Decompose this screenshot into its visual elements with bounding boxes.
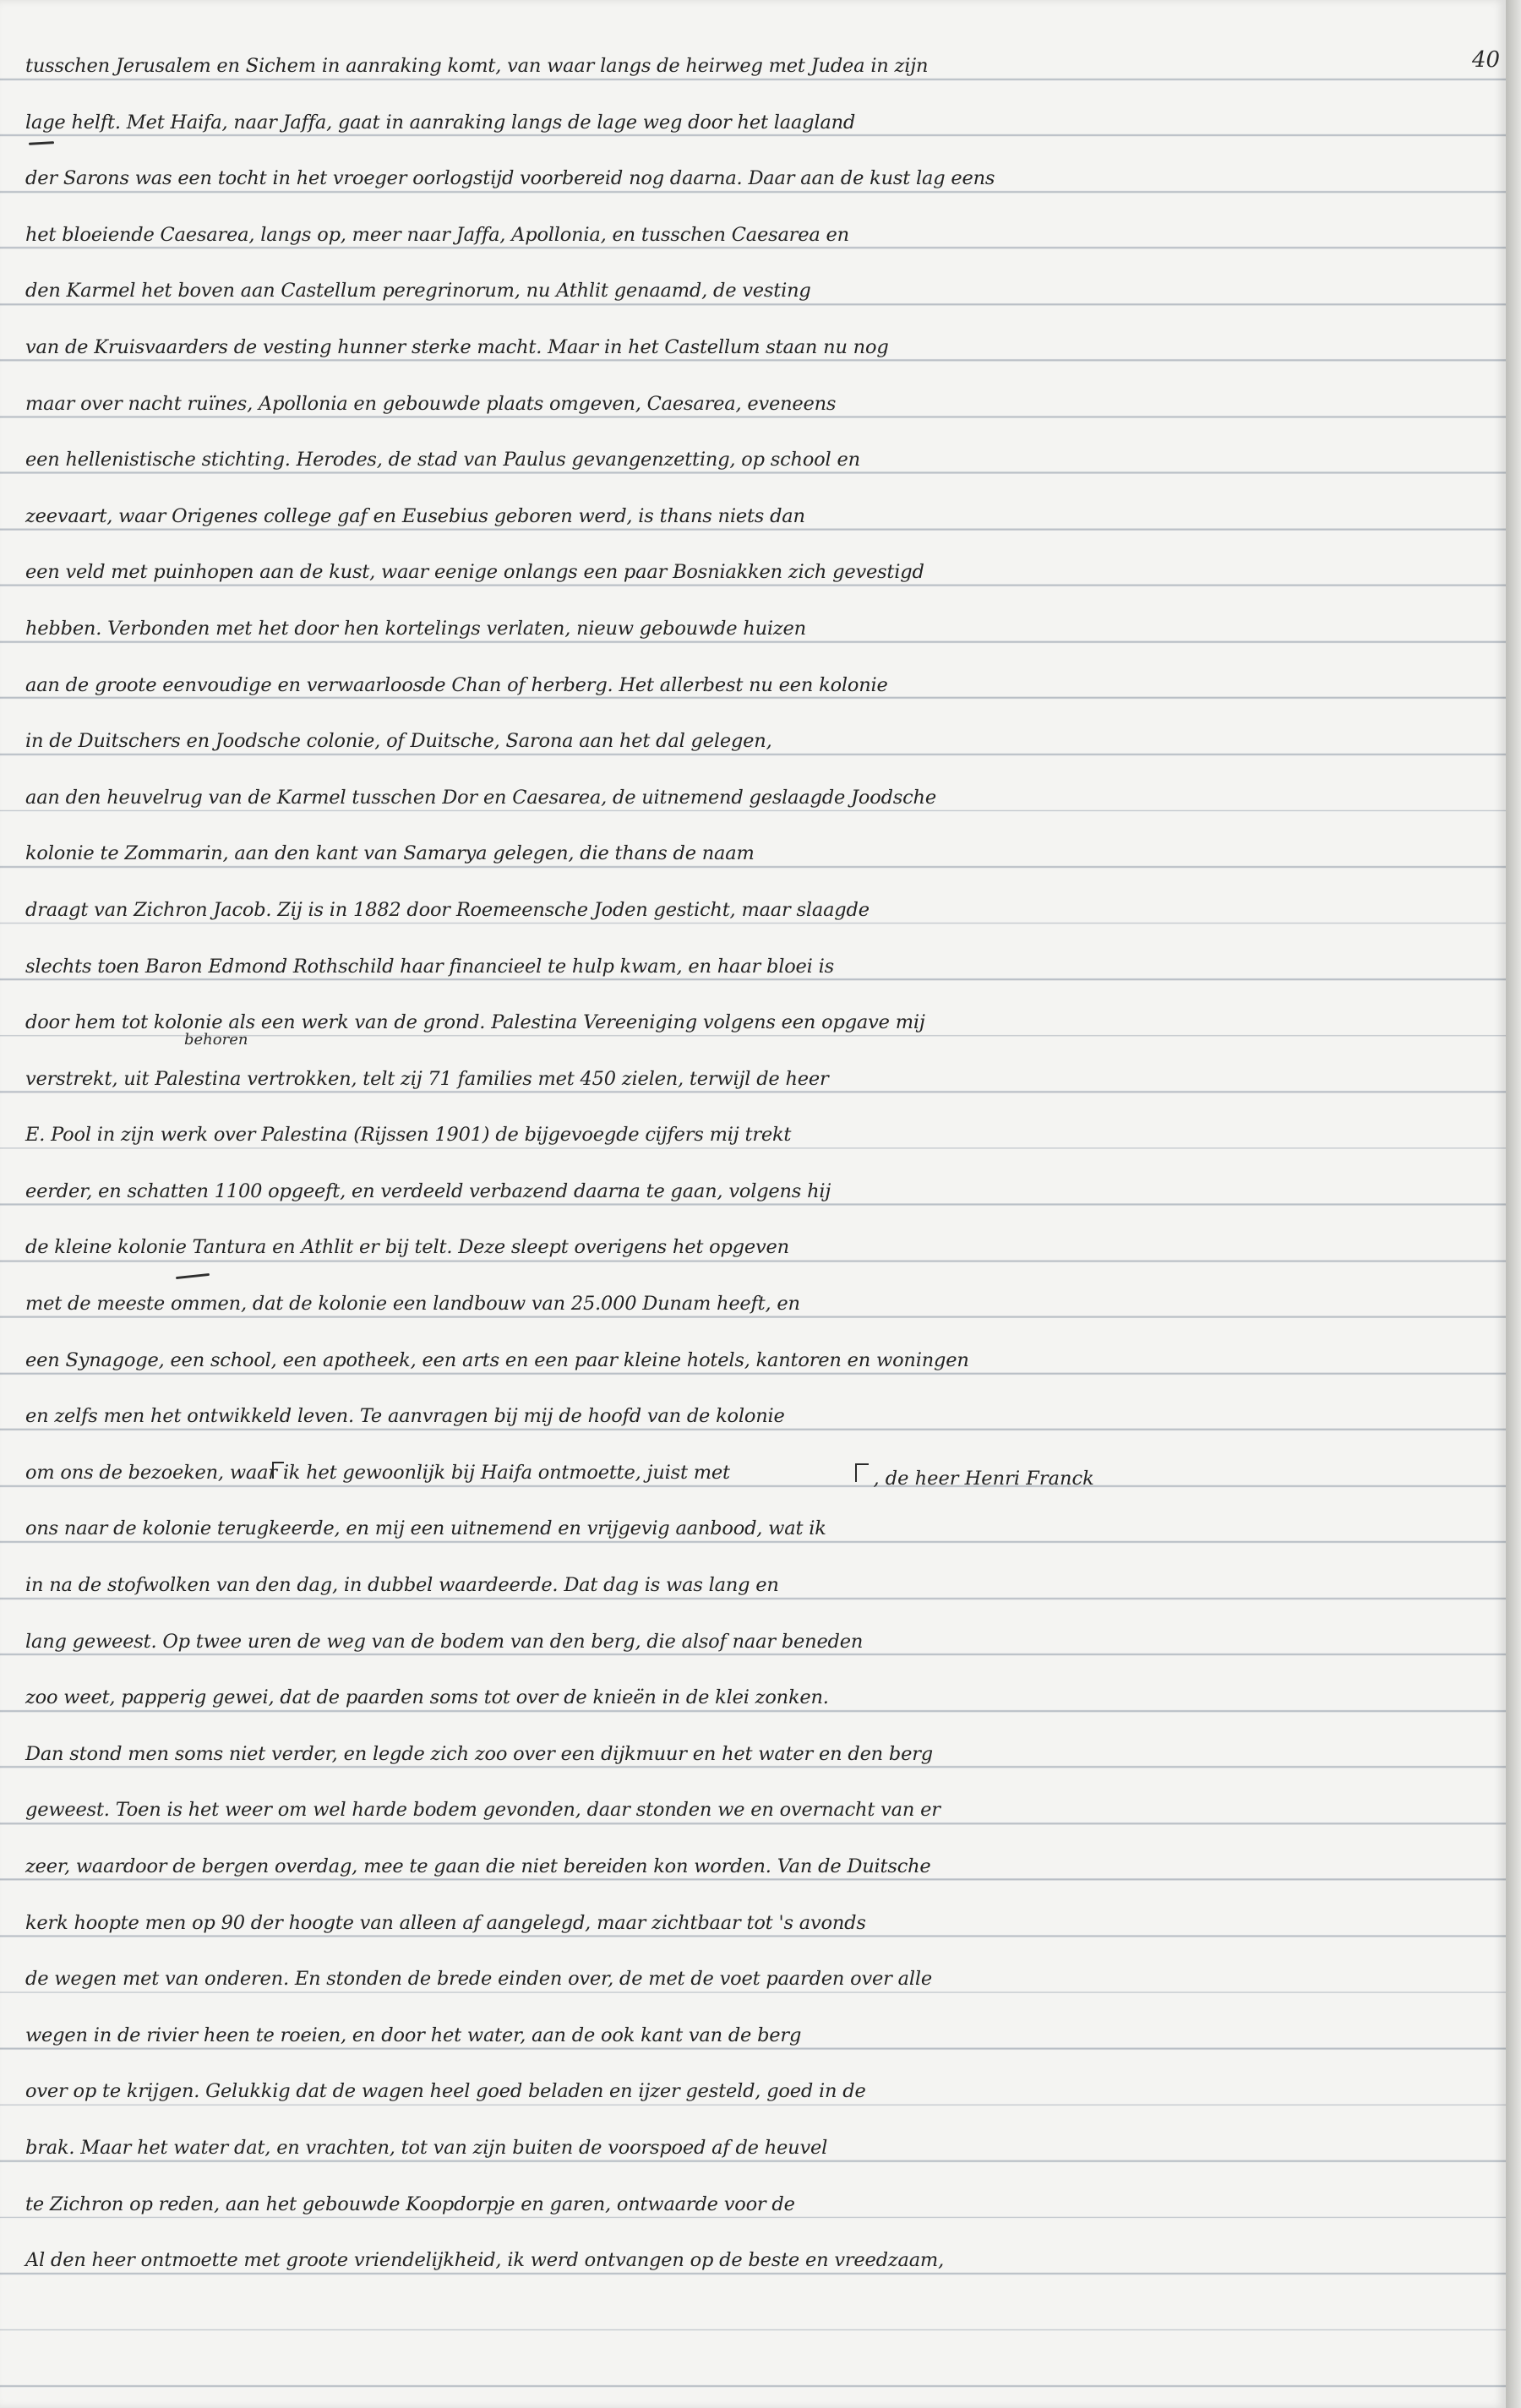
manuscript-line: aan de groote eenvoudige en verwaarloosde Chan of herberg. Het allerbest nu een kolonie xyxy=(25,673,888,696)
margin-note xyxy=(855,1468,1094,1490)
manuscript-line: Al den heer ontmoette met groote vriendelijkheid, ik werd ontvangen op de beste en vreedzaam, xyxy=(25,2249,945,2272)
manuscript-line: een hellenistische stichting. Herodes, de stad van Paulus gevangenzetting, op school en xyxy=(25,449,860,471)
manuscript-line: het bloeiende Caesarea, langs op, meer naar Jaffa, Apollonia, en tusschen Caesarea en xyxy=(25,223,849,246)
manuscript-line: en zelfs men het ontwikkeld leven. Te aanvragen bij mij de hoofd van de kolonie xyxy=(25,1405,785,1428)
manuscript-line: om ons de bezoeken, waar ik het gewoonlijk bij Haifa ontmoette, juist met xyxy=(25,1461,730,1484)
manuscript-line: te Zichron op reden, aan het gebouwde Koopdorpje en garen, ontwaarde voor de xyxy=(25,2193,795,2215)
manuscript-line: brak. Maar het water dat, en vrachten, tot van zijn buiten de voorspoed af de heuvel xyxy=(25,2136,828,2159)
manuscript-line: zeer, waardoor de bergen overdag, mee te gaan die niet bereiden kon worden. Van de Duitsche xyxy=(25,1855,931,1877)
manuscript-line: kolonie te Zommarin, aan den kant van Samarya gelegen, die thans de naam xyxy=(25,842,755,865)
manuscript-line: slechts toen Baron Edmond Rothschild haar financieel te hulp kwam, en haar bloei is xyxy=(25,955,834,978)
manuscript-line: hebben. Verbonden met het door hen kortelings verlaten, nieuw gebouwde huizen xyxy=(25,617,806,640)
page-edge xyxy=(1506,0,1521,2408)
interlinear-insertion: behoren xyxy=(184,1031,248,1049)
manuscript-line: wegen in de rivier heen te roeien, en door het water, aan de ook kant van de berg xyxy=(25,2024,802,2046)
page-number: 40 xyxy=(1472,47,1501,73)
manuscript-line: een veld met puinhopen aan de kust, waar eenige onlangs een paar Bosniakken zich gevestigd xyxy=(25,561,924,584)
manuscript-line: de kleine kolonie Tantura en Athlit er bij telt. Deze sleept overigens het opgeven xyxy=(25,1236,789,1259)
manuscript-line: maar over nacht ruïnes, Apollonia en gebouwde plaats omgeven, Caesarea, eveneens xyxy=(25,392,837,415)
manuscript-line: Dan stond men soms niet verder, en legde zich zoo over een dijkmuur en het water en den berg xyxy=(25,1742,934,1765)
manuscript-line: tusschen Jerusalem en Sichem in aanraking komt, van waar langs de heirweg met Judea in zijn xyxy=(25,55,929,77)
manuscript-line: draagt van Zichron Jacob. Zij is in 1882 door Roemeensche Joden gesticht, maar slaagde xyxy=(25,898,870,921)
manuscript-line: de wegen met van onderen. En stonden de brede einden over, de met de voet paarden over alle xyxy=(25,1968,932,1991)
manuscript-line: in de Duitschers en Joodsche colonie, of Duitsche, Sarona aan het dal gelegen, xyxy=(25,730,772,753)
manuscript-line: zoo weet, papperig gewei, dat de paarden soms tot over de knieën in de klei zonken. xyxy=(25,1686,829,1709)
margin-note-text: , de heer Henri Franck xyxy=(873,1468,1094,1490)
manuscript-line: aan den heuvelrug van de Karmel tusschen Dor en Caesarea, de uitnemend geslaagde Joodsche xyxy=(25,786,936,809)
manuscript-line: in na de stofwolken van den dag, in dubbel waardeerde. Dat dag is was lang en xyxy=(25,1574,779,1597)
manuscript-line: den Karmel het boven aan Castellum peregrinorum, nu Athlit genaamd, de vesting xyxy=(25,280,811,302)
manuscript-line: een Synagoge, een school, een apotheek, een arts en een paar kleine hotels, kantoren en woningen xyxy=(25,1348,969,1371)
manuscript-line: lage helft. Met Haifa, naar Jaffa, gaat in aanraking langs de lage weg door het laagland xyxy=(25,111,856,133)
manuscript-line: zeevaart, waar Origenes college gaf en Eusebius geboren werd, is thans niets dan xyxy=(25,504,805,527)
manuscript-line: met de meeste ommen, dat de kolonie een landbouw van 25.000 Dunam heeft, en xyxy=(25,1293,800,1316)
manuscript-line: geweest. Toen is het weer om wel harde bodem gevonden, daar stonden we en overnacht van er xyxy=(25,1799,940,1822)
manuscript-line: eerder, en schatten 1100 opgeeft, en verdeeld verbazend daarna te gaan, volgens hij xyxy=(25,1179,831,1202)
manuscript-line: van de Kruisvaarders de vesting hunner sterke macht. Maar in het Castellum staan nu nog xyxy=(25,335,889,358)
manuscript-line: kerk hoopte men op 90 der hoogte van alleen af aangelegd, maar zichtbaar tot 's avonds xyxy=(25,1911,866,1934)
manuscript-line: E. Pool in zijn werk over Palestina (Rijssen 1901) de bijgevoegde cijfers mij trekt xyxy=(25,1124,792,1147)
manuscript-line: verstrekt, uit Palestina vertrokken, telt zij 71 families met 450 zielen, terwijl de heer xyxy=(25,1067,829,1090)
manuscript-line: ons naar de kolonie terugkeerde, en mij een uitnemend en vrijgevig aanbood, wat ik xyxy=(25,1517,826,1540)
manuscript-line: der Sarons was een tocht in het vroeger oorlogstijd voorbereid nog daarna. Daar aan de kust lag eens xyxy=(25,167,995,190)
manuscript-line: lang geweest. Op twee uren de weg van de bodem van den berg, die alsof naar beneden xyxy=(25,1630,864,1653)
manuscript-line: over op te krijgen. Gelukkig dat de wagen heel goed beladen en ijzer gesteld, goed in de xyxy=(25,2080,866,2103)
manuscript-line: door hem tot kolonie als een werk van de grond. Palestina Vereeniging volgens een opgave mij xyxy=(25,1011,925,1034)
